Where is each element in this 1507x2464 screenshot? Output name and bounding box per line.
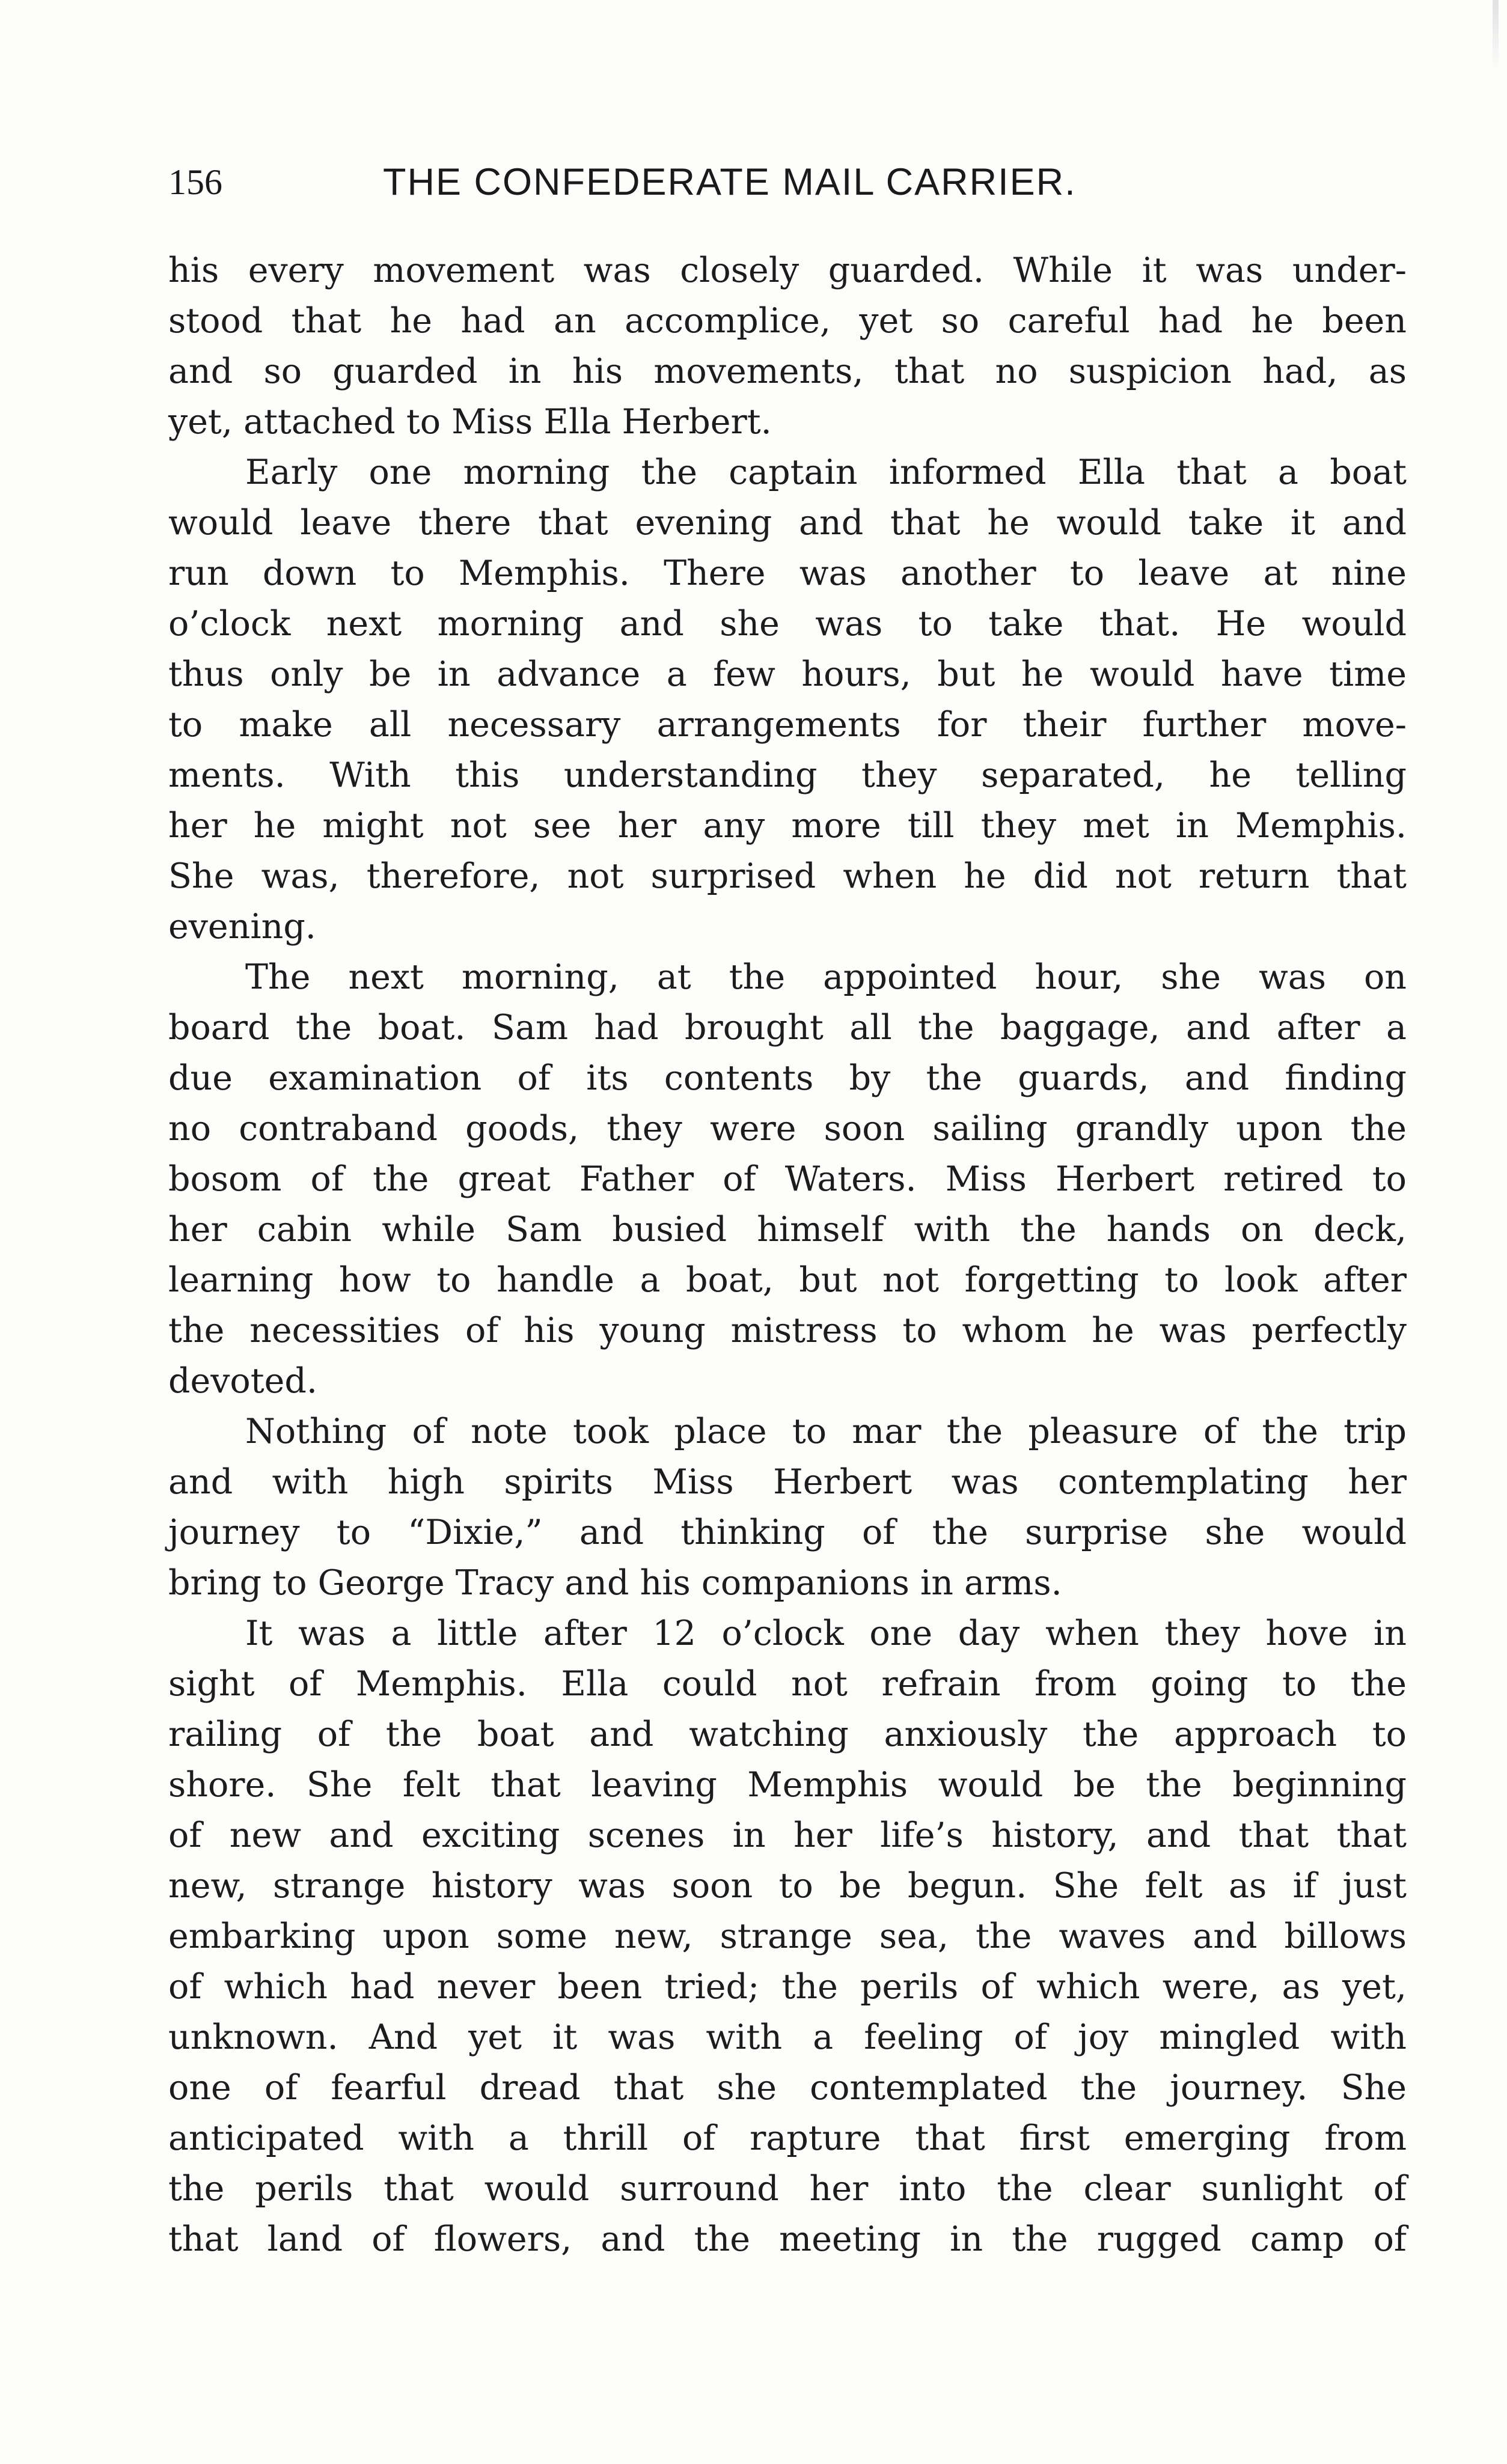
text-line: of new and exciting scenes in her life’s history, and that that <box>168 1816 1407 1855</box>
text-line: ments. With this understanding they separated, he telling <box>168 755 1407 795</box>
scan-edge-shadow <box>1493 0 1499 72</box>
text-line: o’clock next morning and she was to take that. He would <box>168 604 1407 644</box>
text-line: new, strange history was soon to be begun. She felt as if just <box>168 1866 1407 1906</box>
text-line: and so guarded in his movements, that no suspicion had, as <box>168 352 1407 391</box>
text-line: shore. She felt that leaving Memphis would be the beginning <box>168 1765 1407 1805</box>
text-line: and with high spirits Miss Herbert was contemplating her <box>168 1462 1407 1502</box>
text-line: journey to “Dixie,” and thinking of the surprise she would <box>168 1513 1407 1552</box>
paragraph <box>168 952 1407 1406</box>
text-line: sight of Memphis. Ella could not refrain from going to the <box>168 1664 1407 1704</box>
paragraph <box>168 447 1407 952</box>
text-line: embarking upon some new, strange sea, the waves and billows <box>168 1917 1407 1956</box>
text-line: learning how to handle a boat, but not forgetting to look after <box>168 1260 1407 1300</box>
text-line: railing of the boat and watching anxiously the approach to <box>168 1715 1407 1754</box>
text-line: one of fearful dread that she contemplated the journey. She <box>168 2068 1407 2108</box>
text-line: bring to George Tracy and his companions in arms. <box>168 1563 1062 1603</box>
paragraph <box>168 1406 1407 1608</box>
text-line: run down to Memphis. There was another to leave at nine <box>168 553 1407 593</box>
text-line: his every movement was closely guarded. While it was under- <box>168 251 1407 290</box>
text-line: bosom of the great Father of Waters. Miss Herbert retired to <box>168 1159 1407 1199</box>
text-line: anticipated with a thrill of rapture that first emerging from <box>168 2118 1407 2158</box>
text-line: She was, therefore, not surprised when he did not return that <box>168 856 1407 896</box>
text-line: yet, attached to Miss Ella Herbert. <box>168 402 772 442</box>
text-line: of which had never been tried; the perils of which were, as yet, <box>168 1967 1407 2007</box>
text-line: stood that he had an accomplice, yet so careful had he been <box>168 301 1407 341</box>
text-line: thus only be in advance a few hours, but he would have time <box>168 654 1407 694</box>
text-line: evening. <box>168 907 316 947</box>
text-line: the perils that would surround her into the clear sunlight of <box>168 2169 1407 2209</box>
page-header <box>168 155 1298 209</box>
text-line: her he might not see her any more till they met in Memphis. <box>168 806 1407 846</box>
text-line: Early one morning the captain informed Ella that a boat <box>245 453 1407 492</box>
text-line: would leave there that evening and that he would take it and <box>168 503 1407 543</box>
text-line: due examination of its contents by the guards, and finding <box>168 1058 1407 1098</box>
text-line: unknown. And yet it was with a feeling of joy mingled with <box>168 2017 1407 2057</box>
paragraph <box>168 245 1407 447</box>
page-number: 156 <box>168 162 222 202</box>
running-title: THE CONFEDERATE MAIL CARRIER. <box>383 161 1077 203</box>
text-line: It was a little after 12 o’clock one day when they hove in <box>245 1614 1407 1653</box>
text-line: devoted. <box>168 1361 317 1401</box>
body-text <box>168 245 1407 2264</box>
paragraph <box>168 1608 1407 2264</box>
text-line: that land of flowers, and the meeting in the rugged camp of <box>168 2219 1407 2259</box>
text-line: her cabin while Sam busied himself with the hands on deck, <box>168 1210 1407 1249</box>
text-line: board the boat. Sam had brought all the baggage, and after a <box>168 1008 1407 1048</box>
text-line: the necessities of his young mistress to whom he was perfectly <box>168 1311 1407 1350</box>
text-line: no contraband goods, they were soon sailing grandly upon the <box>168 1109 1407 1148</box>
text-line: Nothing of note took place to mar the pleasure of the trip <box>245 1412 1407 1451</box>
text-line: The next morning, at the appointed hour, she was on <box>245 957 1407 997</box>
text-line: to make all necessary arrangements for their further move- <box>168 705 1407 745</box>
